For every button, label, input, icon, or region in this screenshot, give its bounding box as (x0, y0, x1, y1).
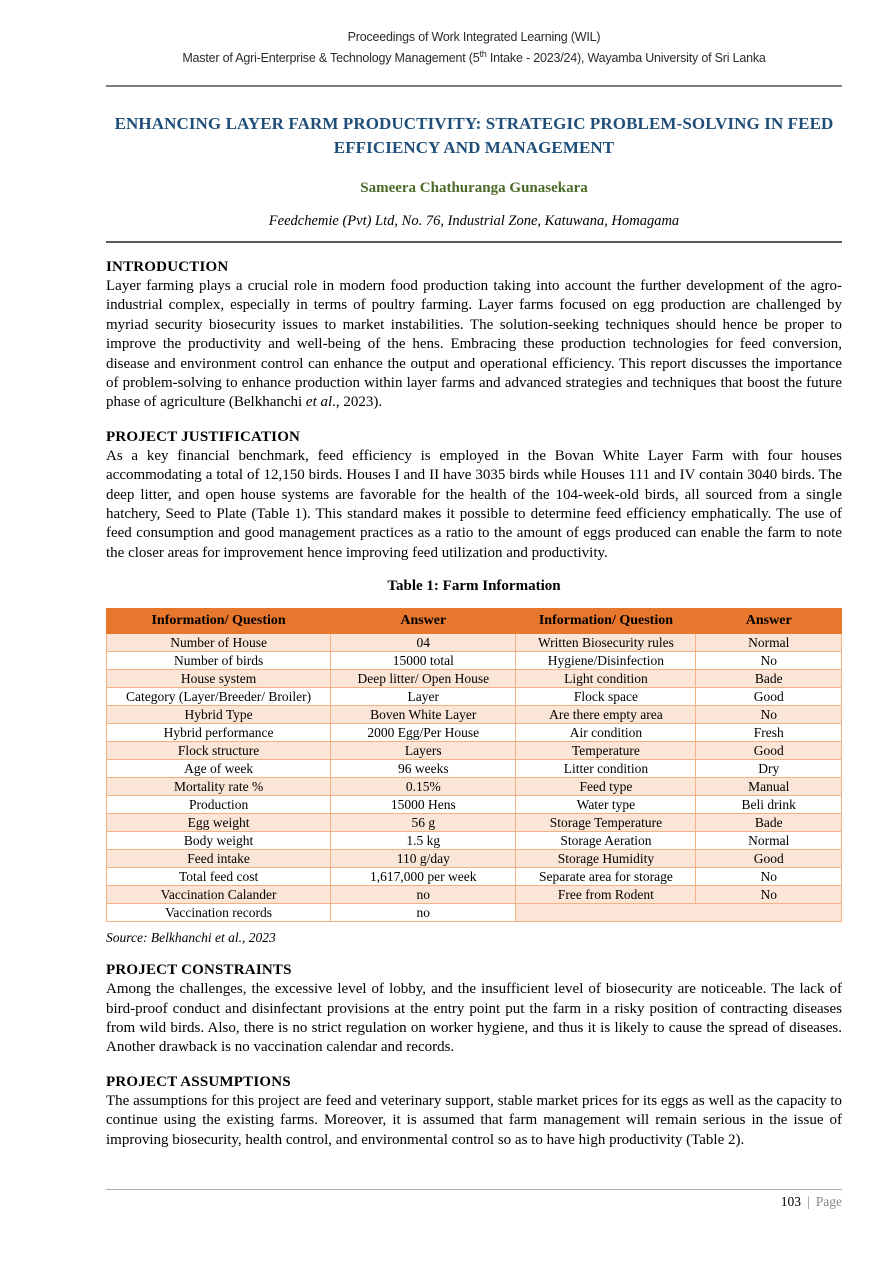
table-row (107, 868, 842, 886)
justification-paragraph: As a key financial benchmark, feed efficiency is employed in the Bovan White Layer Farm with four houses accommodating a total of 12,150 birds. Houses I and II have 3035 birds while Houses 111 and IV contain 3040 birds. The deep litter, and open house systems are favorable for the health of the 104-week-old birds, all sourced from a single hatchery, Seed to Plate (Table 1). This standard makes it possible to determine feed efficiency emphatically. The use of feed consumption and good management practices as a ratio to the amount of eggs produced can enable the farm to note the closer areas for improvement hence improving feed utilization and productivity. (106, 447, 842, 561)
table-cell: Separate area for storage (516, 868, 696, 886)
table-row (107, 796, 842, 814)
affiliation-divider (106, 241, 842, 243)
table-row (107, 760, 842, 778)
table-cell: Vaccination records (107, 904, 331, 922)
table-cell: Are there empty area (516, 706, 696, 724)
table-cell: Storage Temperature (516, 814, 696, 832)
table-cell: Hygiene/Disinfection (516, 652, 696, 670)
table-cell: 110 g/day (331, 850, 516, 868)
table-row (107, 634, 842, 652)
table-cell: 2000 Egg/Per House (331, 724, 516, 742)
table-cell: Feed intake (107, 850, 331, 868)
table-cell: no (331, 904, 516, 922)
table-cell: Written Biosecurity rules (516, 634, 696, 652)
header-divider (106, 85, 842, 87)
table-cell: Mortality rate % (107, 778, 331, 796)
section-heading-justification: PROJECT JUSTIFICATION (106, 428, 301, 445)
table-row (107, 886, 842, 904)
table-cell: Temperature (516, 742, 696, 760)
table-cell: Layers (331, 742, 516, 760)
journal-header-line2: Master of Agri-Enterprise & Technology Management (5th Intake - 2023/24), Wayamba University of Sri Lanka (182, 49, 766, 66)
footer-separator: | (807, 1194, 810, 1209)
table-cell: Flock structure (107, 742, 331, 760)
table-cell: Storage Humidity (516, 850, 696, 868)
table-cell: Dry (696, 760, 842, 778)
table-cell: Number of birds (107, 652, 331, 670)
table-cell: Category (Layer/Breeder/ Broiler) (107, 688, 331, 706)
section-heading-constraints: PROJECT CONSTRAINTS (106, 962, 292, 979)
introduction-paragraph: Layer farming plays a crucial role in modern food production taking into account the further development of the agro-industrial complex, especially in terms of poultry farming. Layer farms focused on egg production are challenged by myriad security biosecurity issues to market instabilities. The solution-seeking techniques should hence be proper to improve the productivity and well-being of the hens. Embracing these production technologies for feed conversion, disease and environment control can enhance the output and operational efficiency. This report discusses the importance of problem-solving to enhance production within layer farms and advanced strategies and techniques that boost the future phase of agriculture (Belkhanchi et al., 2023). (106, 277, 842, 411)
table-source-note: Source: Belkhanchi et al., 2023 (106, 930, 276, 946)
table-header-cell: Answer (331, 609, 516, 634)
table-cell: 96 weeks (331, 760, 516, 778)
table-cell: Storage Aeration (516, 832, 696, 850)
table-cell: Age of week (107, 760, 331, 778)
table-cell: Total feed cost (107, 868, 331, 886)
intake-superscript: th (479, 49, 487, 60)
table-cell: Good (696, 850, 842, 868)
table-header-cell: Information/ Question (516, 609, 696, 634)
table-row (107, 850, 842, 868)
page-footer (106, 1189, 842, 1210)
table-header-row (107, 609, 842, 634)
table-cell: Manual (696, 778, 842, 796)
author-affiliation: Feedchemie (Pvt) Ltd, No. 76, Industrial Zone, Katuwana, Homagama (268, 212, 680, 229)
table-cell: No (696, 652, 842, 670)
journal-header (106, 27, 842, 69)
page-number: 103 (780, 1194, 802, 1209)
table-cell: No (696, 868, 842, 886)
table-cell: No (696, 886, 842, 904)
table-cell: Boven White Layer (331, 706, 516, 724)
table-cell: No (696, 706, 842, 724)
table-row (107, 688, 842, 706)
table-row (107, 724, 842, 742)
farm-information-table (106, 608, 842, 922)
table-cell: House system (107, 670, 331, 688)
table-row (107, 670, 842, 688)
table-cell: Vaccination Calander (107, 886, 331, 904)
table-cell: Water type (516, 796, 696, 814)
table-row (107, 814, 842, 832)
table-cell: Fresh (696, 724, 842, 742)
table-cell (516, 904, 842, 922)
table-cell: Normal (696, 832, 842, 850)
farm-table-body (107, 634, 842, 922)
table-cell: Hybrid Type (107, 706, 331, 724)
table-cell: Normal (696, 634, 842, 652)
table-cell: 04 (331, 634, 516, 652)
journal-header-line1: Proceedings of Work Integrated Learning (WIL) (347, 30, 601, 44)
table-cell: Bade (696, 670, 842, 688)
author-name: Sameera Chathuranga Gunasekara (360, 179, 588, 196)
table-cell: Hybrid performance (107, 724, 331, 742)
table-header-cell: Information/ Question (107, 609, 331, 634)
table-cell: Egg weight (107, 814, 331, 832)
section-heading-introduction: INTRODUCTION (106, 258, 229, 275)
table-cell: Litter condition (516, 760, 696, 778)
table-cell: Light condition (516, 670, 696, 688)
table-row (107, 652, 842, 670)
assumptions-paragraph: The assumptions for this project are feed and veterinary support, stable market prices for its eggs as well as the capacity to continue using the existing farms. Moreover, it is assumed that farm management will remain serious in the issue of improving biosecurity, health control, and environmental control so as to have high productivity (Table 2). (106, 1092, 842, 1148)
table-cell: Body weight (107, 832, 331, 850)
table-cell: 15000 Hens (331, 796, 516, 814)
table-cell: 56 g (331, 814, 516, 832)
table-cell: no (331, 886, 516, 904)
section-heading-assumptions: PROJECT ASSUMPTIONS (106, 1073, 291, 1090)
table-row (107, 706, 842, 724)
table-cell: Flock space (516, 688, 696, 706)
table-caption: Table 1: Farm Information (387, 578, 561, 595)
table-row (107, 832, 842, 850)
table-cell: Good (696, 688, 842, 706)
page-title: ENHANCING LAYER FARM PRODUCTIVITY: STRATEGIC PROBLEM-SOLVING IN FEED EFFICIENCY AND MANAGEMENT (114, 113, 834, 158)
table-cell: Good (696, 742, 842, 760)
table-row (107, 742, 842, 760)
table-cell: 0.15% (331, 778, 516, 796)
table-cell: Feed type (516, 778, 696, 796)
table-cell: 1,617,000 per week (331, 868, 516, 886)
table-cell: Bade (696, 814, 842, 832)
table-cell: Free from Rodent (516, 886, 696, 904)
table-header-cell: Answer (696, 609, 842, 634)
table-cell: Air condition (516, 724, 696, 742)
table-cell: 1.5 kg (331, 832, 516, 850)
table-cell: Deep litter/ Open House (331, 670, 516, 688)
etal-citation: et al (305, 394, 333, 411)
table-row (107, 778, 842, 796)
table-cell: Layer (331, 688, 516, 706)
table-row (107, 904, 842, 922)
constraints-paragraph: Among the challenges, the excessive level of lobby, and the insufficient level of biosecurity are noticeable. The lack of bird-proof conduct and disinfectant provisions at the entry point put the farm in a risky position of contracting diseases from wild birds. Also, there is no strict regulation on worker hygiene, and thus it is likely to cause the spread of diseases. Another drawback is no vaccination calendar and records. (106, 981, 842, 1056)
table-cell: Beli drink (696, 796, 842, 814)
table-cell: Production (107, 796, 331, 814)
table-cell: Number of House (107, 634, 331, 652)
footer-page-label: Page (815, 1194, 842, 1209)
table-cell: 15000 total (331, 652, 516, 670)
